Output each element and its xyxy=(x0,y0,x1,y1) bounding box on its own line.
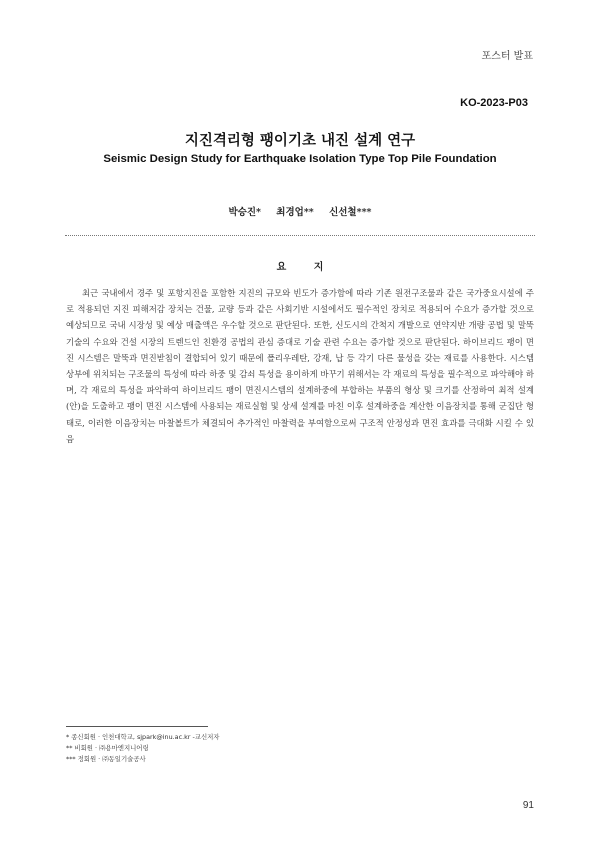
author-1: 박승진* xyxy=(228,207,261,218)
author-3: 신선철*** xyxy=(329,207,372,218)
abstract-body: 최근 국내에서 경주 및 포항지진을 포함한 지진의 규모와 빈도가 증가함에 따라 기존 원전구조물과 같은 국가중요시설에 주로 적용되던 지진 피해저감 장치는 건물, 교량 등과 같은 사회기반 시설에서도 필수적인 장치로 적용되어 수요가 증가할 것으로 예상되므로 국내 시장성 및 예상 매출액은 우수할 것으로 판단된다. 또한, 신도시의 간척지 개발으로 연약지반 개량 공법 및 말뚝 기술의 수요와 건설 시장의 트렌드인 친환경 공법의 관심 증대로 기술 관련 수요는 증가할 것으로 판단된다. 하이브리드 팽이 면진 시스템은 말뚝과 면진받침이 결합되어 있기 때문에 폴리우레탄, 강재, 납 등 각기 다른 물성을 갖는 재료를 사용한다. 시스템 상부에 위치되는 구조물의 특성에 따라 하중 및 감쇠 특성을 용이하게 바꾸기 위해서는 각 재료의 특성을 필수적으로 파악해야 하며, 각 재료의 특성을 파악하여 하이브리드 팽이 면진시스템의 설계하중에 부합하는 부품의 형상 및 크기를 산정하여 최적 설계(안)을 도출하고 팽이 면진 시스템에 사용되는 재료실험 및 상세 설계를 마친 이후 설계하중을 계산한 이음장치를 통해 군집단 형태로, 이러한 이음장치는 마찰볼트가 체결되어 추가적인 마찰력을 부여함으로써 구조적 안정성과 면진 효과를 극대화 시킬 수 있음 xyxy=(66,288,534,444)
footnote-rule xyxy=(66,726,208,727)
footnote-author-3: *** 정회원 · ㈜동일기술공사 xyxy=(66,755,146,763)
category-label: 포스터 발표 xyxy=(481,51,533,62)
footnote-author-1: * 종신회원 · 인천대학교, sjpark@inu.ac.kr -교신저자 xyxy=(66,733,220,741)
footnotes xyxy=(66,732,366,765)
footnote-author-2: ** 비회원 · ㈜용마엔지니어링 xyxy=(66,744,149,752)
title-korean: 지진격리형 팽이기초 내진 설계 연구 xyxy=(184,133,416,149)
abstract-heading: 요 지 xyxy=(276,262,336,273)
section-divider xyxy=(65,235,535,236)
author-list xyxy=(0,204,600,218)
paper-id: KO-2023-P03 xyxy=(460,97,528,109)
title-english: Seismic Design Study for Earthquake Isolation Type Top Pile Foundation xyxy=(103,153,497,165)
author-2: 최경업** xyxy=(276,207,314,218)
page-number: 91 xyxy=(522,800,534,811)
